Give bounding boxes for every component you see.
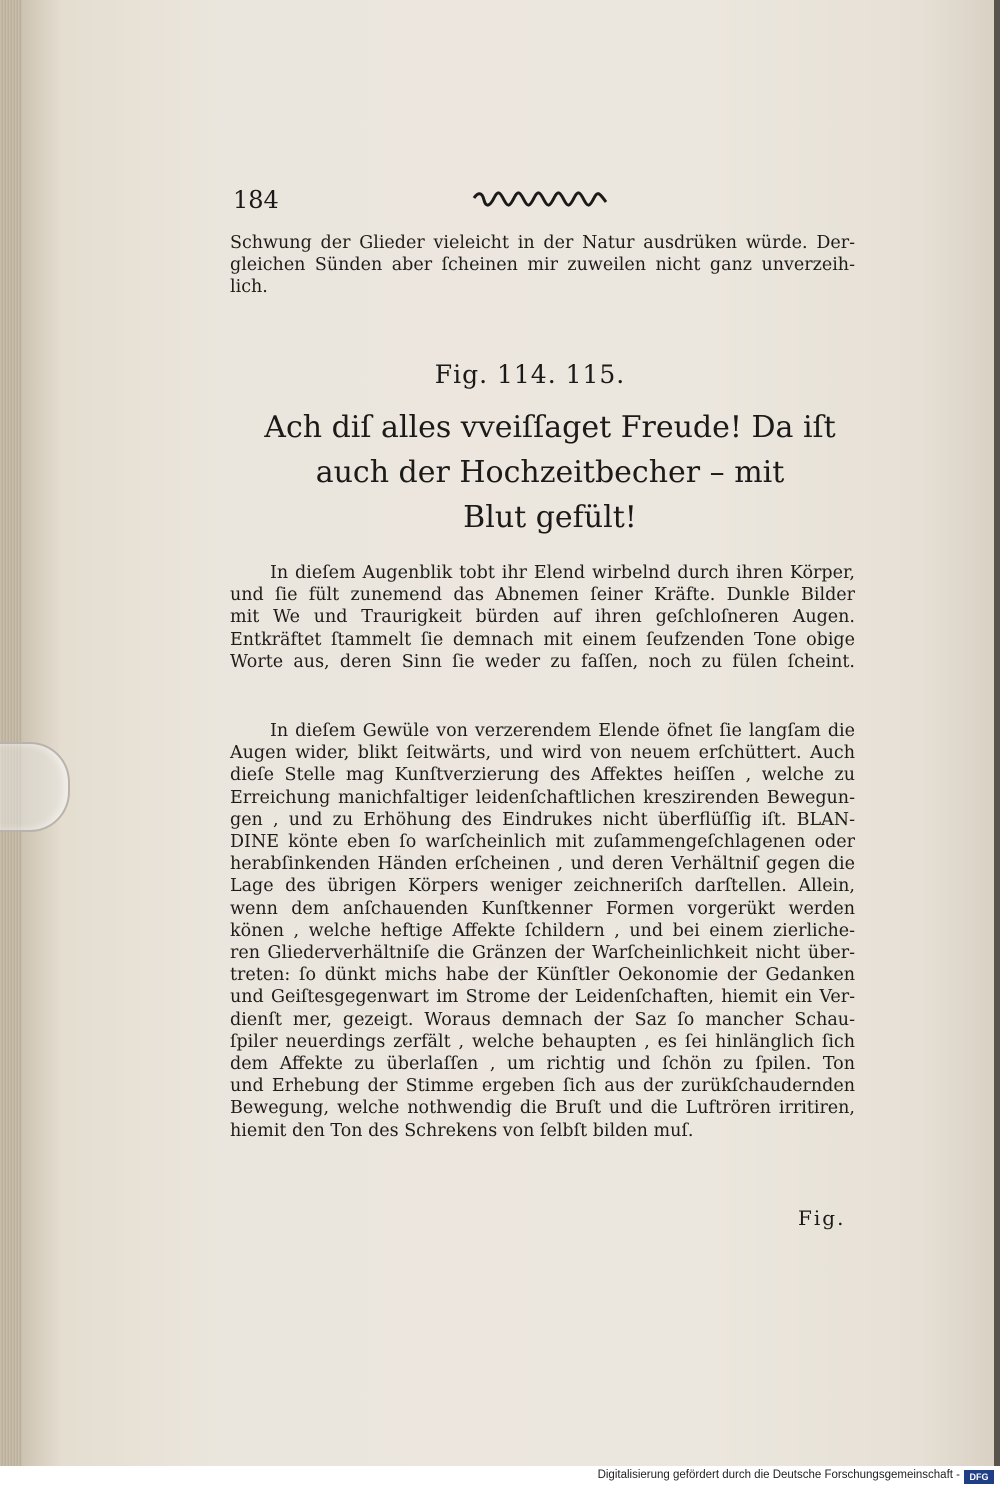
text-line: Worte aus, deren Sinn ſie weder zu faſſen, noch zu fülen ſcheint. — [230, 651, 855, 672]
ornament-wave-icon — [470, 188, 610, 216]
text-line: dienſt mer, gezeigt. Woraus demnach der Saz ſo mancher Schau- — [230, 1009, 855, 1030]
text-line: In dieſem Augenblik tobt ihr Elend wirbelnd durch ihren Körper, — [270, 563, 855, 583]
paragraph-2 — [230, 720, 855, 1142]
text-line: könen , welche heftige Affekte ſchildern , und bei einem zierliche- — [230, 920, 855, 941]
footer-credit: Digitalisierung gefördert durch die Deutsche Forschungsgemeinschaft - — [597, 1469, 960, 1481]
quote-line: auch der Hochzeitbecher – mit — [315, 455, 785, 490]
text-line: gleichen Sünden aber ſcheinen mir zuweilen nicht ganz unverzeih- — [230, 255, 855, 276]
dfg-logo: DFG — [964, 1470, 994, 1484]
text-line: Lage des übrigen Körpers weniger zeichneriſch darſtellen. Allein, — [230, 876, 855, 897]
text-line: ren Gliederverhältniſe die Gränzen der Warſcheinlichkeit nicht über- — [230, 943, 855, 964]
paragraph-1 — [230, 562, 855, 673]
figure-heading: Fig. 114. 115. — [434, 360, 626, 389]
text-line: In dieſem Gewüle von verzerendem Elende öfnet ſie langſam die — [270, 721, 855, 741]
text-line: gen , und zu Erhöhung des Eindrukes nicht überflüſſig iſt. BLAN- — [230, 809, 855, 830]
text-line: lich. — [230, 277, 268, 298]
text-line: wenn dem anſchauenden Kunſtkenner Formen vorgerükt werden — [230, 898, 855, 919]
quote-line: Blut gefült! — [463, 500, 637, 535]
page-number: 184 — [233, 186, 279, 214]
text-line: und Erhebung der Stimme ergeben ſich aus der zurükſchaudernden — [230, 1076, 855, 1097]
bookmark-tab — [0, 742, 70, 832]
text-line: dieſe Stelle mag Kunſtverzierung des Affektes heiſſen , welche zu — [230, 765, 855, 786]
text-line: Entkräftet ſtammelt ſie demnach mit einem ſeufzenden Tone obige — [230, 629, 855, 650]
page-right-edge — [994, 0, 1000, 1466]
text-line: herabſinkenden Händen erſcheinen , und deren Verhältniſ gegen die — [230, 854, 855, 875]
footer-bar — [0, 1466, 1000, 1488]
text-line: dem Affekte zu überlaſſen , um richtig und ſchön zu ſpilen. Ton — [230, 1054, 855, 1075]
quote-line: Ach diſ alles vveiſſaget Freude! Da iſt — [264, 410, 836, 445]
text-line: Erreichung manichfaltiger leidenſchaftlichen kreszirenden Bewegun- — [230, 787, 855, 808]
catchword: Fig. — [798, 1206, 846, 1230]
text-line: Bewegung, welche nothwendig die Bruſt und die Luftrören irritiren, — [230, 1098, 855, 1119]
text-line: Schwung der Glieder vieleicht in der Natur ausdrüken würde. Der- — [230, 233, 855, 253]
text-line: und ſie fült zunemend das Abnemen ſeiner Kräfte. Dunkle Bilder — [230, 585, 855, 606]
text-line: DINE könte eben ſo warſcheinlich mit zuſammengeſchlagenen oder — [230, 832, 855, 853]
text-line: ſpiler neuerdings zerfält , welche behaupten , es ſei hinlänglich ſich — [230, 1031, 855, 1052]
text-line: hiemit den Ton des Schrekens von ſelbſt bilden muſ. — [230, 1120, 694, 1141]
text-line: und Geiſtesgegenwart im Strome der Leidenſchaften, hiemit ein Ver- — [230, 987, 855, 1008]
top-paragraph — [230, 232, 855, 299]
text-line: mit We und Traurigkeit bürden auf ihren geſchloſneren Augen. — [230, 607, 855, 628]
text-line: Augen wider, blikt ſeitwärts, und wird von neuem erſchüttert. Auch — [230, 743, 855, 764]
quote-block — [230, 405, 870, 540]
text-line: treten: ſo dünkt michs habe der Künſtler Oekonomie der Gedanken — [230, 965, 855, 986]
